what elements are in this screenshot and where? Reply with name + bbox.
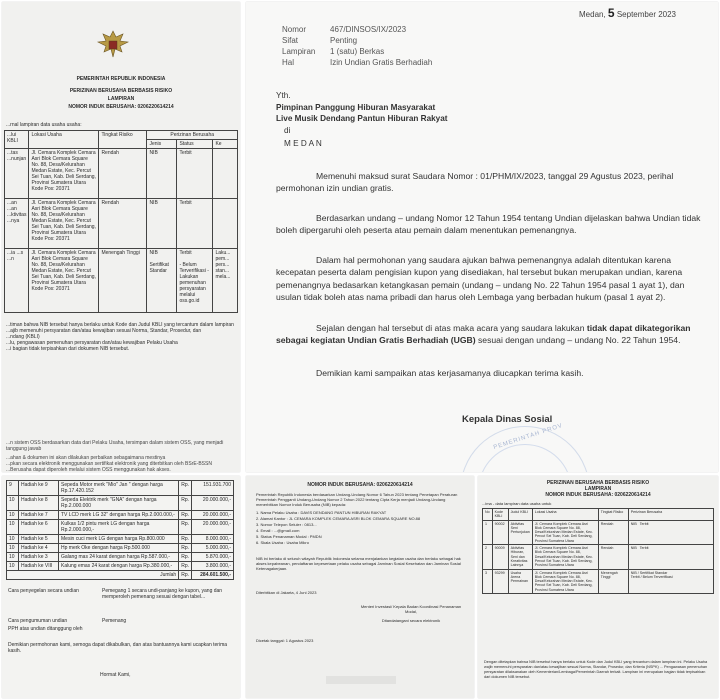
col-ket: Ke [213, 140, 238, 149]
table-row: 10 Hadiah ke 4 Hp merk Oke dengan harga Rp.500.000 Rp. 5.000.000,- [7, 544, 234, 553]
signer-title: Kepala Dinas Sosial [462, 414, 553, 425]
header-line-3: LAMPIRAN [107, 96, 135, 102]
nib-title: NOMOR INDUK BERUSAHA: 0206220614214 [307, 482, 413, 488]
pengumuman-text: Pemenang [102, 618, 127, 624]
header-line-2: PERIZINAN BERUSAHA BERBASIS RISIKO [69, 88, 173, 94]
cara-label: Cara penyegelan secara undian [8, 588, 79, 594]
table-row: 10 Hadiah ke 5 Mesin cuci merk LG dengan harga Rp.800.000 Rp. 8.000.000,- [7, 535, 234, 544]
table-row: 10 Hadiah ke 3 Galang mas 24 karat dengan harga Rp.587.000,- Rp. 5.870.000,- [7, 553, 234, 562]
table-row: 10 Hadiah ke 8 Sepeda Elektrik merk "GNA" dengan harga Rp.2.000.000 Rp. 20.000.000,- [7, 496, 234, 511]
notes: Dengan ditetapkan bahwa NIB tersebut hanya berlaku untuk Kode dan Judul KBLI yang tercantum dalam lampiran ini. Pelaku Usaha wajib memenuhi persyaratan dan/atau kewajiban sesuai Norma, Standar, Prosedur, dan Kriteria (NSPK) ... Pengawasan pemenuhan persyaratan dilaksanakan oleh Kementerian/Lembaga/Pemerintah Daerah terkait. Lampiran ini merupakan bagian tidak terpisahkan dari dokumen NIB tersebut. [484, 660, 708, 679]
paragraph-2: Berdasarkan undang – undang Nomor 12 Tahun 1954 tentang Undian dijelaskan bahwa Undian tidak boleh dipergaruhi oleh peserta atau pemain dalam menentukan pemenangnya. [276, 213, 701, 236]
nib-body: NIB ini berlaku di seluruh wilayah Republik Indonesia selama menjalankan kegiatan usaha dan berlaku sebagai hak akses kepabeanan, pendaftaran kepesertaan pelaku usaha sebagai Jaminan Sosial Kesehatan dan Jaminan Sosial Ketenagakerjaan. [256, 556, 461, 571]
table-row: ...ia ...s ...n Jl. Cemara Komplek Cemara Asri Blok Cemara Square No. 88, Desa/Kelurahan Medan Estate, Kec. Percut Sei Tuan, Kab. Deli Serdang, Provinsi Sumatera Utara Kode Pos: 20371 Menengah Tinggi NIB Sertifikat Standar Terbit - Belum Terverifikasi - Lakukan pemenuhan persyaratan melalui oss.go.id Laku... pem... pers... stan... mela... [5, 249, 238, 313]
col-risiko: Tingkat Risiko [99, 131, 147, 149]
paragraph-1: Memenuhi maksud surat Saudara Nomor : 01/PHM/IX/2023, tanggal 29 Agustus 2023, perihal permohonan izin undian gratis. [276, 171, 674, 194]
nib-place: Diterbitkan di Jakarta, 4 Juni 2023 [256, 590, 317, 595]
col-jenis: Jenis [147, 140, 177, 149]
nib-intro: Pemerintah Republik Indonesia berdasarkan Undang-Undang Nomor 6 Tahun 2023 tentang Penetapan Peraturan Pemerintah Pengganti Undang-Undang Nomor 2 Tahun 2022 tentang Cipta Kerja menjadi Undang-Undang menerbitkan Nomor Induk Berusaha (NIB) kepada: [256, 492, 458, 507]
table-row: ...tas ...nunjan Jl. Cemara Komplek Cemara Asri Blok Cemara Square No. 88, Desa/Kelurahan Medan Estate, Kec. Percut Sei Tuan, Kab. Deli Serdang, Provinsi Sumatera Utara Kode Pos: 20371 Rendah NIB Terbit [5, 149, 238, 199]
pph-label: PPH atas undian ditanggung oleh [8, 626, 83, 632]
letter-date: Medan, 5 September 2023 [579, 6, 676, 20]
table-row: 9 Hadiah ke 9 Sepeda Motor merk "Mio" Jan " dengan harga Rp.17.420.152 Rp. 151.931.700 [7, 481, 234, 496]
nib-lampiran-page [2, 2, 240, 472]
table-row: 3 93299 Usaha Arena Permainan Jl. Cemara Komplek Cemara Asri Blok Cemara Square No. 88, Desa/Kelurahan Medan Estate, Kec. Percut Sei Tuan, Kab. Deli Serdang, Provinsi Sumatera Utara Menengah Tinggi NIB / Sertifikat Standar Terbit / Belum Terverifikasi [483, 569, 714, 593]
header-line-1: PEMERINTAH REPUBLIK INDONESIA [76, 76, 166, 82]
pengumuman-label: Cara pengumuman undian [8, 618, 68, 624]
prize-list-page [2, 476, 240, 698]
cara-text: Pemegang 1 secara undi-panjang ke kupon, yang dan memperoleh pemenang sesuai dengan tabel... [102, 588, 223, 600]
paragraph-3: Dalam hal permohonan yang saudara ajukan bahwa pemenangnya adalah ditentukan karena kecepatan peserta dalam pengisian kupon yang disediakan, hal tersebut bukan merupakan undian, karena pemenangnya bedasarkan ketangkasan pemain (undang – undang No. 22 Tahun 1954 pasal 1 ayat 1), dan usulan tidak boleh atas nama pribadi dan harus oleh Lembaga yang berbadan hukum (pasal 1 ayat 2). [276, 255, 685, 302]
col-lokasi: Lokasi Usaha [29, 131, 99, 149]
total-row: Jumlah Rp. 284.601.500,- [7, 571, 234, 580]
table-row: ...an ...an ...ktivitas ...nya Jl. Cemara Komplek Cemara Asri Blok Cemara Square No. 88, Desa/Kelurahan Medan Estate, Kec. Percut Sei Tuan, Kab. Deli Serdang, Provinsi Sumatera Utara Kode Pos: 20371 Rendah NIB Terbit [5, 199, 238, 249]
dinsos-letter-page [246, 2, 718, 472]
table-row: 2 90009 Aktivitas Hiburan, Seni dan Kreativitas Lainnya Jl. Cemara Komplek Cemara Asri Blok Cemara Square No. 88, Desa/Kelurahan Medan Estate, Kec. Percut Sei Tuan, Kab. Deli Serdang, Provinsi Sumatera Utara Rendah NIB Terbit [483, 545, 714, 569]
letter-header: Nomor 467/DINSOS/IX/2023 Sifat Penting Lampiran 1 (satu) Berkas Hal Izin Undian Gratis Berhadiah [282, 25, 433, 67]
regards: Hormat Kami, [100, 672, 131, 678]
stamp-text: PEMERINTAH PROV [492, 422, 564, 452]
table-row: 10 Hadiah ke VIII Kalung emas 24 karat dengan harga Rp.380.000,- Rp. 3.800.000,- [7, 562, 234, 571]
header-line-2: LAMPIRAN [584, 486, 612, 492]
footer-notes: ...n sistem OSS berdasarkan data dari Pelaku Usaha, tersimpan dalam sistem OSS, yang menjadi tanggung jawab ...ahan & dokumen ini akan dilakukan perbaikan sebagaimana mestinya ...pkan secara elektronik menggunakan sertifikat elektronik yang diterbitkan oleh BSrE-BSSN ...Berusaha dapat diperoleh melalui sistem OSS menggunakan hak akses. [6, 440, 224, 472]
kbli-table: No Kode KBLI Judul KBLI Lokasi Usaha Tingkat Risiko Perizinan Berusaha 1 90002 Aktivitas Seni Pertunjukan Jl. Cemara Komplek Cemara Asri Blok Cemara Square No. 88, Desa/Kelurahan Medan Estate, Kec. Percut Sei Tuan, Kab. Deli Serdang, Provinsi Sumatera Utara Rendah NIB Terbit 2 90009 Aktivitas Hiburan, Seni dan Kreativitas Lainnya Jl. Cemara Komplek Cemara Asri Blok Cemara Square No. 88, Desa/Kelurahan Medan Estate, Kec. Percut Sei Tuan, Kab. Deli Serdang, Provinsi Sumatera Utara Rendah NIB Terbit 3 93299 Usaha Arena Permainan Jl. Cemara Komplek Cemara Asri Blok Cemara Square No. 88, Desa/Kelurahan Medan Estate, Kec. Percut Sei Tuan, Kab. Deli Serdang, Provinsi Sumatera Utara Menengah Tinggi NIB / Sertifikat Standar Terbit / Belum Terverifikasi [482, 508, 714, 594]
col-status: Status [177, 140, 213, 149]
col-kbli: ...lui KBLI [5, 131, 29, 149]
table-row: 10 Hadiah ke 7 TV LCD merk LG 32" dengan harga Rp.2.000.000,- Rp. 20.000.000,- [7, 511, 234, 520]
table-row: 1 90002 Aktivitas Seni Pertunjukan Jl. Cemara Komplek Cemara Asri Blok Cemara Square No. 88, Desa/Kelurahan Medan Estate, Kec. Percut Sei Tuan, Kab. Deli Serdang, Provinsi Sumatera Utara Rendah NIB Terbit [483, 520, 714, 544]
nib-fields: 1. Nama Pelaku Usaha : DAVIS DENDANG PANTUN HIBURAN RAKYAT 2. Alamat Kantor : JL CEMARA KOMPLEK CEMARA ASRI BLOK CEMARA SQUARE NO.88 3. Nomor Telepon Seluler : 0813... 4. Email : ...@gmail.com 5. Status Penanaman Modal : PMDN 6. Skala Usaha : Usaha Mikro [256, 510, 421, 545]
notes: ...timan bahwa NIB tersebut hanya berlaku untuk Kode dan Judul KBLI yang tercantum dalam lampiran ...ajib memenuhi persyaratan dan/atau kewajiban sesuai Norma, Standar, Prosedur, dan ...ndang (KBLI) ...lu, pengawasan pemenuhan persyaratan dan/atau kewajiban Pelaku Usaha ...i bagian tidak terpisahkan dari dokumen NIB tersebut. [6, 322, 234, 352]
header-line-4: NOMOR INDUK BERUSAHA: 0206220614214 [68, 104, 174, 110]
header-line-1: PERIZINAN BERUSAHA BERBASIS RISIKO [546, 480, 650, 486]
header-line-3: NOMOR INDUK BERUSAHA: 0206220614214 [545, 492, 651, 498]
kbli-table [4, 130, 238, 313]
qr-footer [326, 676, 396, 684]
table-row: 10 Hadiah ke 6 Kulkas 1/2 pintu merk LG dengan harga Rp.2.000.000,- Rp. 20.000.000,- [7, 520, 234, 535]
paragraph-5: Demikian kami sampaikan atas kerjasamanya diucapkan terima kasih. [316, 368, 584, 378]
table-intro: ...rnal lampiran data usaha usaha: [6, 122, 82, 128]
table-intro: ...ima - data lampiran data usaha untuk [482, 501, 552, 506]
prize-table [6, 480, 234, 580]
nib-signer: Menteri Investasi/ Kepala Badan Koordinasi Penanaman Modal, Ditandatangani secara elektronik [360, 604, 462, 623]
closing-text: Demikian permohonan kami, semoga dapat dikabulkan, dan atas bantuannya kami ucapkan terima kasih. [8, 642, 228, 654]
nib-certificate-page [246, 476, 474, 698]
garuda-emblem-icon [96, 28, 130, 60]
letter-address: Yth. Pimpinan Panggung Hiburan Masyarakat Live Musik Dendang Pantun Hiburan Rakyat di M E D A N [276, 91, 448, 148]
paragraph-4: Sejalan dengan hal tersebut di atas maka acara yang saudara lakukan tidak dapat dikategorikan sebagai kegiatan Undian Gratis Berhadiah (UGB) sesuai dengan undang – undang No. 22 Tahun 1954. [276, 323, 691, 346]
nib-print-date: Dicetak tanggal: 1 Agustus 2023 [256, 638, 314, 643]
col-perizinan: Perizinan Berusaha [147, 131, 238, 140]
nib-lampiran-page-2 [478, 476, 718, 698]
